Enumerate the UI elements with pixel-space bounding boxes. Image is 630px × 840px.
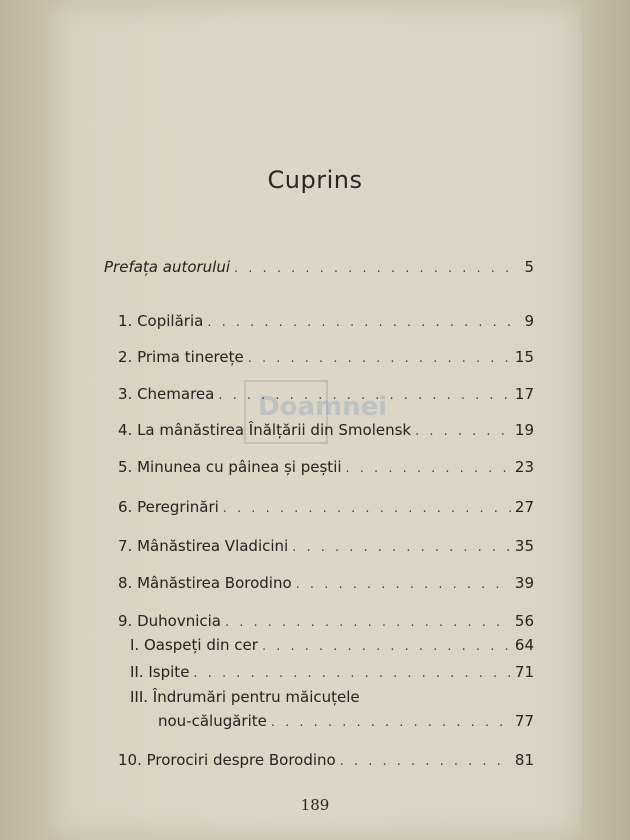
toc-entry-5 — [118, 456, 534, 478]
toc-entry-preface — [104, 256, 534, 278]
toc-entry-label: 9. Duhovnicia — [118, 612, 221, 630]
toc-entry-label: 8. Mânăstirea Borodino — [118, 574, 292, 592]
toc-entry-2 — [118, 346, 534, 368]
toc-entry-page: 23 — [514, 458, 534, 476]
dot-leader — [271, 712, 511, 734]
dot-leader — [193, 663, 510, 685]
toc-entry-9-iii-cont — [158, 710, 534, 732]
toc-entry-page: 17 — [514, 385, 534, 403]
toc-entry-label: Prefața autorului — [104, 258, 231, 276]
dot-leader — [262, 636, 511, 658]
toc-entry-label: 3. Chemarea — [118, 385, 215, 403]
toc-entry-label: 5. Minunea cu pâinea și peștii — [118, 458, 342, 476]
toc-entry-label: II. Ispite — [130, 663, 190, 681]
toc-entry-label: I. Oaspeți din cer — [130, 636, 258, 654]
toc-entry-page: 27 — [514, 498, 534, 516]
toc-entry-page: 77 — [514, 712, 534, 730]
toc-entry-page: 71 — [514, 663, 534, 681]
dot-leader — [223, 498, 511, 520]
toc-entry-page: 15 — [514, 348, 534, 366]
toc-entry-7 — [118, 535, 534, 557]
toc-entry-1 — [118, 310, 534, 332]
toc-entry-8 — [118, 572, 534, 594]
toc-entry-9-ii — [130, 661, 534, 683]
toc-entry-label: 6. Peregrinări — [118, 498, 219, 516]
dot-leader — [234, 258, 520, 280]
page-number: 189 — [300, 796, 330, 814]
watermark-text: Doamnei — [258, 392, 388, 422]
book-page — [48, 0, 582, 840]
toc-entry-9 — [118, 610, 534, 632]
dot-leader — [296, 574, 511, 596]
toc-entry-9-iii — [130, 686, 534, 708]
toc-entry-6 — [118, 496, 534, 518]
dot-leader — [225, 612, 511, 634]
dot-leader — [292, 537, 511, 559]
dot-leader — [340, 751, 511, 773]
dot-leader — [346, 458, 511, 480]
toc-entry-label: 7. Mânăstirea Vladicini — [118, 537, 289, 555]
toc-entry-page: 9 — [524, 312, 534, 330]
adjacent-page-left — [0, 0, 48, 840]
toc-entry-page: 35 — [514, 537, 534, 555]
toc-entry-page: 5 — [524, 258, 534, 276]
toc-entry-label: 4. La mânăstirea Înălțării din Smolensk — [118, 421, 412, 439]
toc-entry-label: 2. Prima tinerețe — [118, 348, 244, 366]
toc-entry-label: 1. Copilăria — [118, 312, 204, 330]
toc-entry-page: 19 — [514, 421, 534, 439]
page-title: Cuprins — [267, 166, 363, 194]
toc-entry-label: nou-călugărite — [158, 712, 267, 730]
toc-entry-9-i — [130, 634, 534, 656]
dot-leader — [218, 385, 511, 407]
toc-entry-3 — [118, 383, 534, 405]
toc-entry-page: 56 — [514, 612, 534, 630]
toc-entry-page: 39 — [514, 574, 534, 592]
adjacent-page-right — [582, 0, 630, 840]
dot-leader — [415, 421, 511, 443]
toc-entry-label: III. Îndrumări pentru măicuțele — [130, 688, 360, 706]
toc-entry-label: 10. Prorociri despre Borodino — [118, 751, 336, 769]
toc-entry-4 — [118, 419, 534, 441]
toc-entry-10 — [118, 749, 534, 771]
toc-entry-page: 81 — [514, 751, 534, 769]
dot-leader — [248, 348, 511, 370]
toc-entry-page: 64 — [514, 636, 534, 654]
dot-leader — [207, 312, 520, 334]
